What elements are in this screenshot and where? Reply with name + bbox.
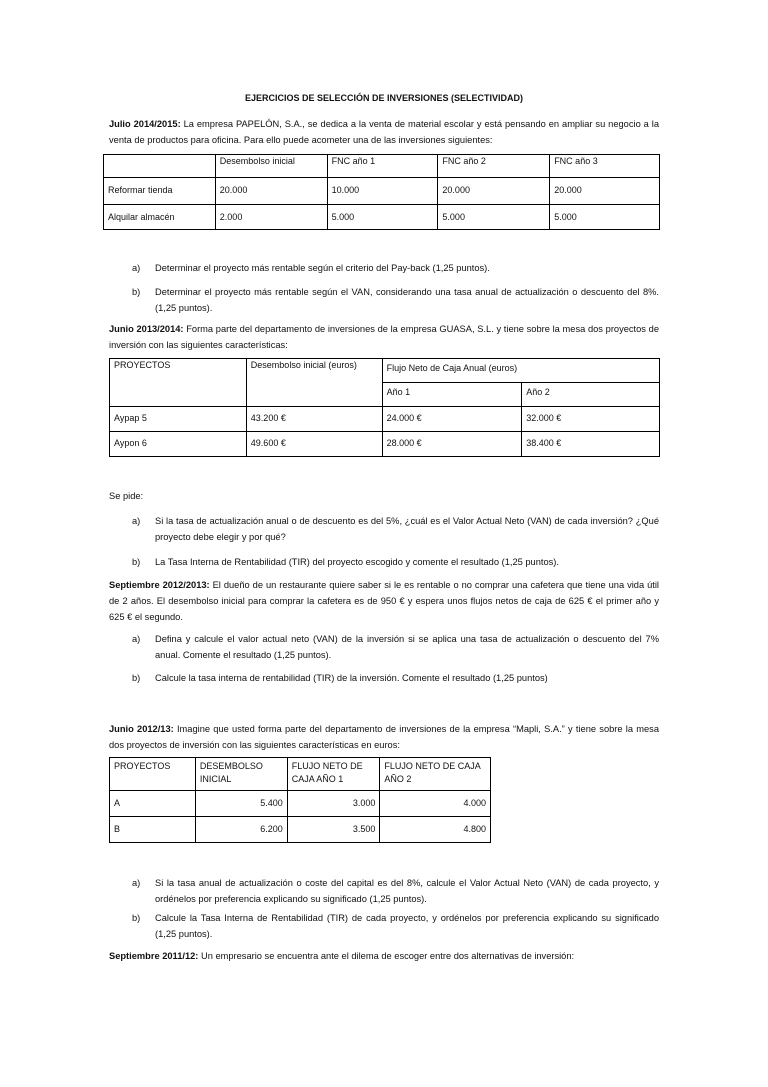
table-cell: A <box>110 791 196 817</box>
table-row <box>110 791 491 817</box>
ex1-table <box>103 154 660 230</box>
table-cell: 6.200 <box>195 817 287 843</box>
ex1-intro-text: La empresa PAPELÓN, S.A., se dedica a la venta de material escolar y está pensando en ampliar su negocio a la venta de productos para oficina. Para ello puede acometer una de las inversiones siguientes: <box>109 119 659 145</box>
table-cell: 4.000 <box>380 791 491 817</box>
table-row <box>110 817 491 843</box>
ex3-intro-text: El dueño de un restaurante quiere saber si le es rentable o no comprar una cafetera que tiene una vida útil de 2 años. El desembolso inicial para comprar la cafetera es de 950 € y espera unos flujos netos de caja de 625 € el primer año y 625 € el segundo. <box>109 580 659 622</box>
ex1-intro <box>109 116 659 148</box>
table-cell: 43.200 € <box>246 407 382 432</box>
item-label: b) <box>132 913 141 923</box>
table-header-cell: Desembolso inicial <box>215 155 327 178</box>
ex4-table <box>109 757 491 843</box>
table-header-row <box>110 359 660 383</box>
table-header-cell: PROYECTOS <box>110 758 196 791</box>
table-cell: 5.000 <box>327 205 438 230</box>
item-text: Calcule la tasa interna de rentabilidad (TIR) de la inversión. Comente el resultado (1,25 puntos) <box>155 673 548 683</box>
table-header-cell <box>104 155 216 178</box>
table-header-cell: Año 1 <box>382 383 522 407</box>
table-header-cell: FLUJO NETO DE CAJA AÑO 1 <box>287 758 380 791</box>
table-row <box>110 432 660 457</box>
ex2-intro <box>109 321 659 353</box>
table-cell: 10.000 <box>327 178 438 205</box>
item-label: a) <box>132 263 141 273</box>
item-text: Determinar el proyecto más rentable según el VAN, considerando una tasa anual de actualización o descuento del 8%. (1,25 puntos). <box>155 287 659 313</box>
table-row <box>104 178 660 205</box>
item-label: a) <box>132 878 141 888</box>
ex5-intro <box>109 948 659 964</box>
item-label: b) <box>132 557 141 567</box>
item-text: Si la tasa de actualización anual o de descuento es del 5%, ¿cuál es el Valor Actual Neto (VAN) de cada inversión? ¿Qué proyecto debe elegir y por qué? <box>155 516 659 542</box>
ex5-heading: Septiembre 2011/12: <box>109 951 199 961</box>
ex2-intro-text: Forma parte del departamento de inversiones de la empresa GUASA, S.L. y tiene sobre la mesa dos proyectos de inversión con las siguientes características: <box>109 324 659 350</box>
document-title: EJERCICIOS DE SELECCIÓN DE INVERSIONES (SELECTIVIDAD) <box>244 93 524 103</box>
table-cell: 20.000 <box>550 178 660 205</box>
item-label: a) <box>132 634 141 644</box>
ex4-heading: Junio 2012/13: <box>109 724 174 734</box>
table-header-cell: FLUJO NETO DE CAJA AÑO 2 <box>380 758 491 791</box>
item-label: a) <box>132 516 141 526</box>
table-cell: 3.500 <box>287 817 380 843</box>
table-cell: Alquilar almacén <box>104 205 216 230</box>
table-cell: 20.000 <box>438 178 550 205</box>
table-cell: Aypap 5 <box>110 407 247 432</box>
table-cell: 2.000 <box>215 205 327 230</box>
table-cell: 5.000 <box>438 205 550 230</box>
item-label: b) <box>132 287 141 297</box>
table-header-cell: FNC año 1 <box>327 155 438 178</box>
ex5-intro-text: Un empresario se encuentra ante el dilema de escoger entre dos alternativas de inversión: <box>198 951 575 961</box>
item-label: b) <box>132 673 141 683</box>
table-header-cell: Año 2 <box>522 383 660 407</box>
table-cell: 49.600 € <box>246 432 382 457</box>
table-header-cell: FNC año 3 <box>550 155 660 178</box>
item-text: Determinar el proyecto más rentable según el criterio del Pay-back (1,25 puntos). <box>155 263 490 273</box>
table-header-cell: Desembolso inicial (euros) <box>246 359 382 407</box>
table-row <box>104 205 660 230</box>
item-text: La Tasa Interna de Rentabilidad (TIR) del proyecto escogido y comente el resultado (1,25 puntos). <box>155 557 559 567</box>
se-pide: Se pide: <box>109 491 144 501</box>
table-cell: Aypon 6 <box>110 432 247 457</box>
table-cell: 38.400 € <box>522 432 660 457</box>
ex1-heading: Julio 2014/2015: <box>109 119 181 129</box>
table-cell: 3.000 <box>287 791 380 817</box>
table-header-cell: FNC año 2 <box>438 155 550 178</box>
item-text: Defina y calcule el valor actual neto (VAN) de la inversión si se aplica una tasa de actualización o descuento del 7% anual. Comente el resultado (1,25 puntos). <box>155 634 659 660</box>
ex2-table <box>109 358 660 457</box>
ex3-intro <box>109 577 659 625</box>
table-cell: B <box>110 817 196 843</box>
table-cell: 24.000 € <box>382 407 522 432</box>
table-cell: 4.800 <box>380 817 491 843</box>
table-row <box>110 407 660 432</box>
table-header-cell: PROYECTOS <box>110 359 247 407</box>
ex2-heading: Junio 2013/2014: <box>109 324 184 334</box>
table-header-row <box>110 758 491 791</box>
ex4-intro-text: Imagine que usted forma parte del departamento de inversiones de la empresa “Mapli, S.A.” y tiene sobre la mesa dos proyectos de inversión con las siguientes características en euros: <box>109 724 660 750</box>
ex3-heading: Septiembre 2012/2013: <box>109 580 210 590</box>
ex4-intro <box>109 721 659 753</box>
table-cell: 20.000 <box>215 178 327 205</box>
table-header-cell: Flujo Neto de Caja Anual (euros) <box>382 359 659 383</box>
table-header-cell: DESEMBOLSO INICIAL <box>195 758 287 791</box>
table-cell: 5.400 <box>195 791 287 817</box>
table-cell: 5.000 <box>550 205 660 230</box>
table-cell: Reformar tienda <box>104 178 216 205</box>
table-header-row <box>104 155 660 178</box>
table-cell: 28.000 € <box>382 432 522 457</box>
table-cell: 32.000 € <box>522 407 660 432</box>
item-text: Calcule la Tasa Interna de Rentabilidad (TIR) de cada proyecto, y ordénelos por preferencia explicando su significado (1,25 puntos). <box>155 913 659 939</box>
item-text: Si la tasa anual de actualización o coste del capital es del 8%, calcule el Valor Actual Neto (VAN) de cada proyecto, y ordénelos por preferencia explicando su significado (1,25 puntos). <box>155 878 659 904</box>
